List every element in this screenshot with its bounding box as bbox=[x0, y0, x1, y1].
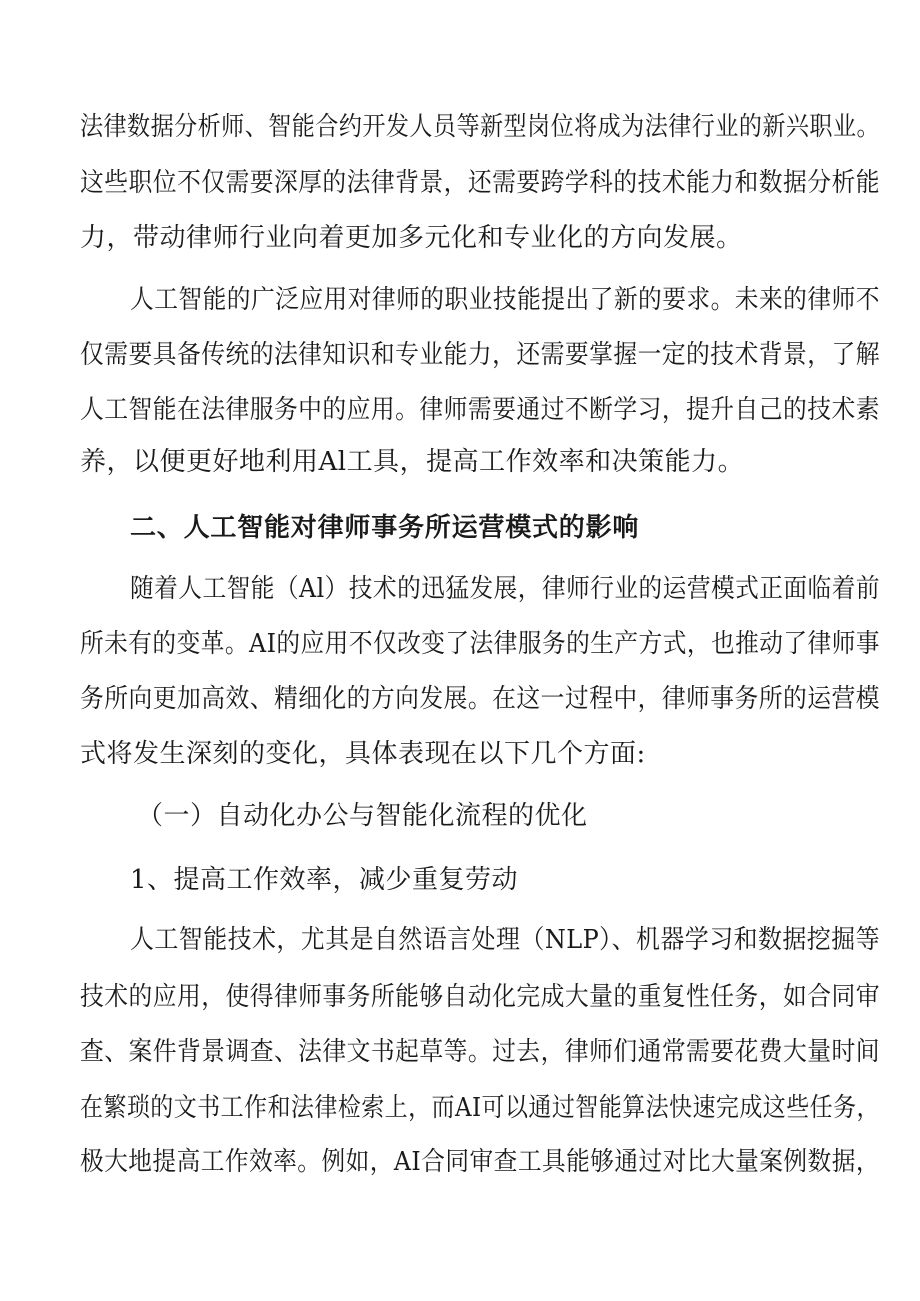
paragraph-line: 力，带动律师行业向着更加多元化和专业化的方向发展。 bbox=[80, 223, 743, 253]
paragraph-line: 务所向更加高效、精细化的方向发展。在这一过程中，律师事务所的运营模 bbox=[80, 684, 881, 714]
paragraph-line: 仅需要具备传统的法律知识和专业能力，还需要掌握一定的技术背景，了解 bbox=[80, 340, 881, 370]
item-heading: 1、提高工作效率，减少重复劳动 bbox=[130, 865, 519, 895]
paragraph-line: 查、案件背景调查、法律文书起草等。过去，律师们通常需要花费大量时间 bbox=[80, 1037, 881, 1067]
paragraph-line: 人工智能技术，尤其是自然语言处理（NLP）、机器学习和数据挖掘等 bbox=[130, 925, 881, 955]
paragraph-line: 随着人工智能（Al）技术的迅猛发展，律师行业的运营模式正面临着前 bbox=[130, 574, 881, 604]
paragraph-line: 在繁琐的文书工作和法律检索上，而AI可以通过智能算法快速完成这些任务， bbox=[80, 1093, 880, 1123]
paragraph-line: 式将发生深刻的变化，具体表现在以下几个方面: bbox=[80, 739, 646, 769]
section-heading: 二、人工智能对律师事务所运营模式的影响 bbox=[130, 513, 640, 543]
subsection-heading: （一）自动化办公与智能化流程的优化 bbox=[137, 801, 588, 831]
paragraph-line: 养，以便更好地利用Al工具，提高工作效率和决策能力。 bbox=[80, 447, 745, 477]
paragraph-line: 法律数据分析师、智能合约开发人员等新型岗位将成为法律行业的新兴职业。 bbox=[80, 112, 881, 142]
paragraph-line: 技术的应用，使得律师事务所能够自动化完成大量的重复性任务，如合同审 bbox=[80, 982, 881, 1012]
paragraph-line: 所未有的变革。AI的应用不仅改变了法律服务的生产方式，也推动了律师事 bbox=[80, 629, 881, 659]
paragraph-line: 人工智能在法律服务中的应用。律师需要通过不断学习，提升自己的技术素 bbox=[80, 395, 881, 425]
paragraph-line: 极大地提高工作效率。例如，AI合同审查工具能够通过对比大量案例数据， bbox=[80, 1147, 881, 1177]
paragraph-line: 这些职位不仅需要深厚的法律背景，还需要跨学科的技术能力和数据分析能 bbox=[80, 168, 881, 198]
paragraph-line: 人工智能的广泛应用对律师的职业技能提出了新的要求。未来的律师不 bbox=[130, 285, 880, 315]
